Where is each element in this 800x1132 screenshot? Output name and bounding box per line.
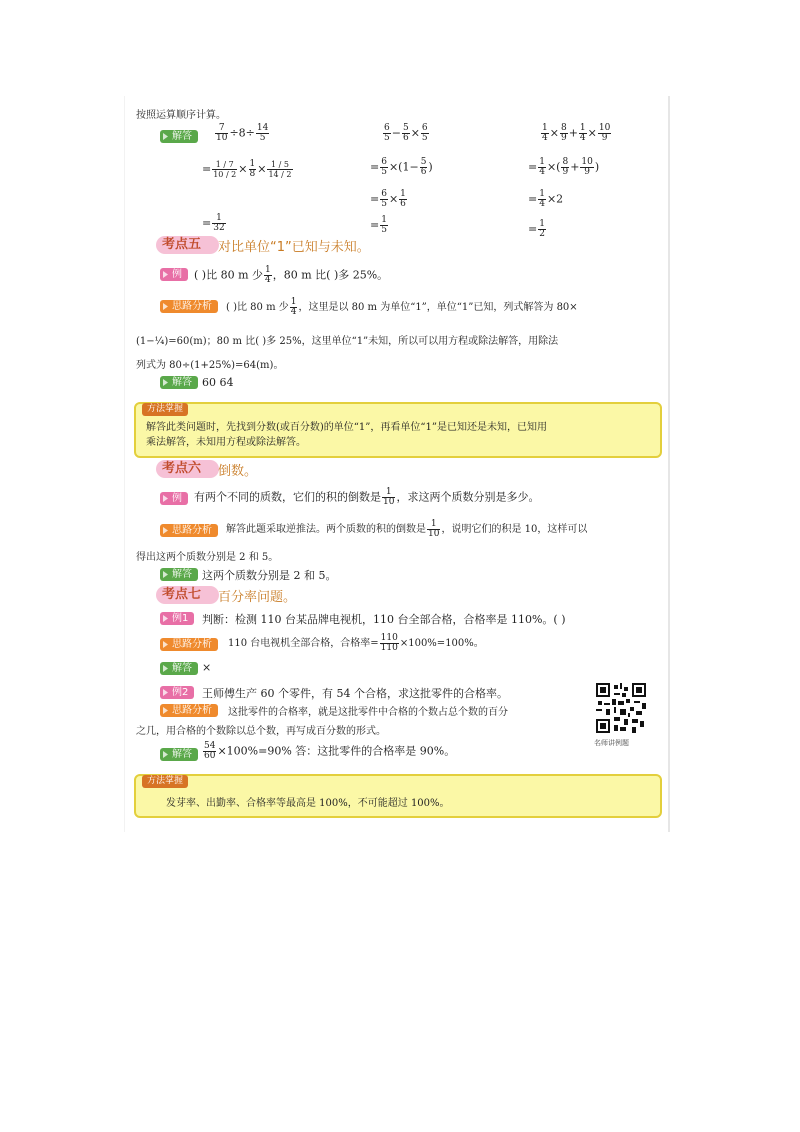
page-left-edge: [124, 96, 125, 832]
calc-col3-line1: $\frac{1}{4}$ × $\frac{8}{9}$ + $\frac{1}{4}$ × $\frac{10}{9}$: [542, 123, 611, 143]
fraction: $\frac{8}{9}$: [562, 157, 569, 177]
method-tag: 方法掌握: [142, 403, 188, 416]
calc-col2-line2: = $\frac{6}{5}$ ×(1− $\frac{5}{6}$ ): [370, 157, 433, 177]
fraction: $\frac{1}{4}$: [579, 123, 586, 143]
fraction: $\frac{1}{4}$: [542, 123, 548, 143]
method-box-2: [134, 774, 662, 818]
fraction: $\frac{6}{5}$: [381, 157, 387, 177]
fraction: $\frac{1 / 5}{14 / 2}$: [268, 160, 292, 179]
answer-tag: 解答: [160, 748, 198, 761]
answer-tag: 解答: [160, 568, 198, 581]
section6-title: 倒数。: [218, 464, 258, 479]
fraction: $\frac{1}{4}$: [265, 265, 271, 285]
section6-example: 有两个不同的质数，它们的积的倒数是 $\frac{1}{10}$ ，求这两个质数分别是多少。: [194, 487, 540, 507]
method-box-1: [134, 402, 662, 458]
section6-analysis-line2: 得出这两个质数分别是 2 和 5。: [136, 552, 279, 563]
fraction: $\frac{8}{9}$: [560, 123, 567, 143]
calc-col1-line1: $\frac{7}{10}$ ÷8÷ $\frac{14}{5}$: [216, 123, 269, 143]
calc-col2-line1: $\frac{6}{5}$ − $\frac{5}{6}$ × $\frac{6}{5}$: [384, 123, 428, 143]
page-right-edge: [668, 96, 670, 832]
fraction: $\frac{1}{4}$: [539, 157, 545, 177]
section7-ex2-analysis-line2: 之几，用合格的个数除以总个数，再写成百分数的形式。: [136, 726, 386, 737]
fraction: $\frac{1}{8}$: [249, 159, 256, 179]
section7-label: 考点七: [156, 586, 219, 604]
section5-label: 考点五: [156, 236, 219, 254]
analysis-tag: 思路分析: [160, 638, 218, 651]
calc-col1-line2: = $\frac{1 / 7}{10 / 2}$ × $\frac{1}{8}$ × $\frac{1 / 5}{14 / 2}$: [202, 159, 292, 179]
answer-tag: 解答: [160, 662, 198, 675]
example1-tag: 例1: [160, 612, 194, 625]
answer-tag: 解答: [160, 130, 198, 143]
method-text-line2: 乘法解答，未知用方程或除法解答。: [146, 437, 306, 448]
calc-col1-result: = $\frac{1}{32}$: [202, 213, 225, 233]
calc-col2-line3: = $\frac{6}{5}$ × $\frac{1}{6}$: [370, 189, 406, 209]
method-text: 发芽率、出勤率、合格率等最高是 100%，不可能超过 100%。: [166, 798, 450, 809]
section7-example1: 判断：检测 110 台某品牌电视机，110 台全部合格，合格率是 110%。( ): [202, 613, 566, 626]
calc-col2-result: = $\frac{1}{5}$: [370, 215, 387, 235]
section6-analysis-line1: 解答此题采取逆推法。两个质数的积的倒数是 $\frac{1}{10}$ ，说明它们的积是 10，这样可以: [226, 519, 588, 539]
fraction: $\frac{7}{10}$: [216, 123, 228, 143]
section7-example2: 王师傅生产 60 个零件，有 54 个合格，求这批零件的合格率。: [202, 687, 508, 700]
fraction: $\frac{1 / 7}{10 / 2}$: [213, 160, 237, 179]
section6-label: 考点六: [156, 460, 219, 478]
section7-ex1-answer: ×: [202, 661, 212, 674]
analysis-tag: 思路分析: [160, 300, 218, 313]
fraction: $\frac{1}{32}$: [213, 213, 225, 233]
section5-title: 对比单位“1”已知与未知。: [218, 240, 370, 255]
fraction: $\frac{14}{5}$: [256, 123, 269, 143]
fraction: $\frac{54}{60}$: [204, 741, 216, 761]
example2-tag: 例2: [160, 686, 194, 699]
section7-title: 百分率问题。: [218, 590, 297, 605]
section7-ex2-answer: $\frac{54}{60}$ ×100%=90% 答：这批零件的合格率是 90%。: [204, 741, 456, 761]
analysis-tag: 思路分析: [160, 704, 218, 717]
qr-code-icon[interactable]: [594, 681, 648, 735]
section5-example: ( )比 80 m 少 $\frac{1}{4}$ ，80 m 比( )多 25%。: [194, 265, 389, 285]
section6-answer: 这两个质数分别是 2 和 5。: [202, 569, 337, 582]
fraction: $\frac{5}{6}$: [420, 157, 427, 177]
section5-answer: 60 64: [202, 376, 234, 389]
fraction: $\frac{110}{110}$: [380, 633, 398, 653]
fraction: $\frac{5}{6}$: [402, 123, 409, 143]
fraction: $\frac{6}{5}$: [384, 123, 390, 143]
answer-tag: 解答: [160, 376, 198, 389]
fraction: $\frac{10}{9}$: [598, 123, 611, 143]
method-tag: 方法掌握: [142, 775, 188, 788]
calc-col3-line2: = $\frac{1}{4}$ ×( $\frac{8}{9}$ + $\frac{10}{9}$ ): [528, 157, 600, 177]
fraction: $\frac{1}{5}$: [381, 215, 387, 235]
section5-analysis-line2: (1−¼)=60(m)；80 m 比( )多 25%，这里单位“1”未知，所以可以用方程或除法解答，用除法: [136, 336, 559, 347]
fraction: $\frac{1}{4}$: [539, 189, 545, 209]
fraction: $\frac{1}{4}$: [290, 297, 297, 317]
fraction: $\frac{10}{9}$: [581, 157, 593, 177]
fraction: $\frac{1}{10}$: [428, 519, 440, 539]
example-tag: 例: [160, 268, 188, 281]
fraction: $\frac{1}{6}$: [400, 189, 406, 209]
section5-analysis-line3: 列式为 80÷(1+25%)=64(m)。: [136, 360, 284, 371]
calc-col3-result: = $\frac{1}{2}$: [528, 219, 545, 239]
fraction: $\frac{6}{5}$: [421, 123, 428, 143]
analysis-tag: 思路分析: [160, 524, 218, 537]
instruction-line: 按照运算顺序计算。: [136, 110, 226, 121]
section7-ex1-analysis: 110 台电视机全部合格，合格率= $\frac{110}{110}$ ×100%=100%。: [228, 633, 484, 653]
fraction: $\frac{6}{5}$: [381, 189, 387, 209]
method-text-line1: 解答此类问题时，先找到分数(或百分数)的单位“1”，再看单位“1”是已知还是未知，已知用: [146, 422, 547, 433]
fraction: $\frac{1}{2}$: [539, 219, 545, 239]
example-tag: 例: [160, 492, 188, 505]
qr-caption: 名师讲例题: [594, 739, 629, 747]
section5-analysis-line1: ( )比 80 m 少 $\frac{1}{4}$ ，这里是以 80 m 为单位“1”，单位“1”已知，列式解答为 80×: [226, 297, 578, 317]
section7-ex2-analysis-line1: 这批零件的合格率，就是这批零件中合格的个数占总个数的百分: [228, 707, 508, 718]
fraction: $\frac{1}{10}$: [383, 487, 395, 507]
calc-col3-line3: = $\frac{1}{4}$ ×2: [528, 189, 564, 209]
